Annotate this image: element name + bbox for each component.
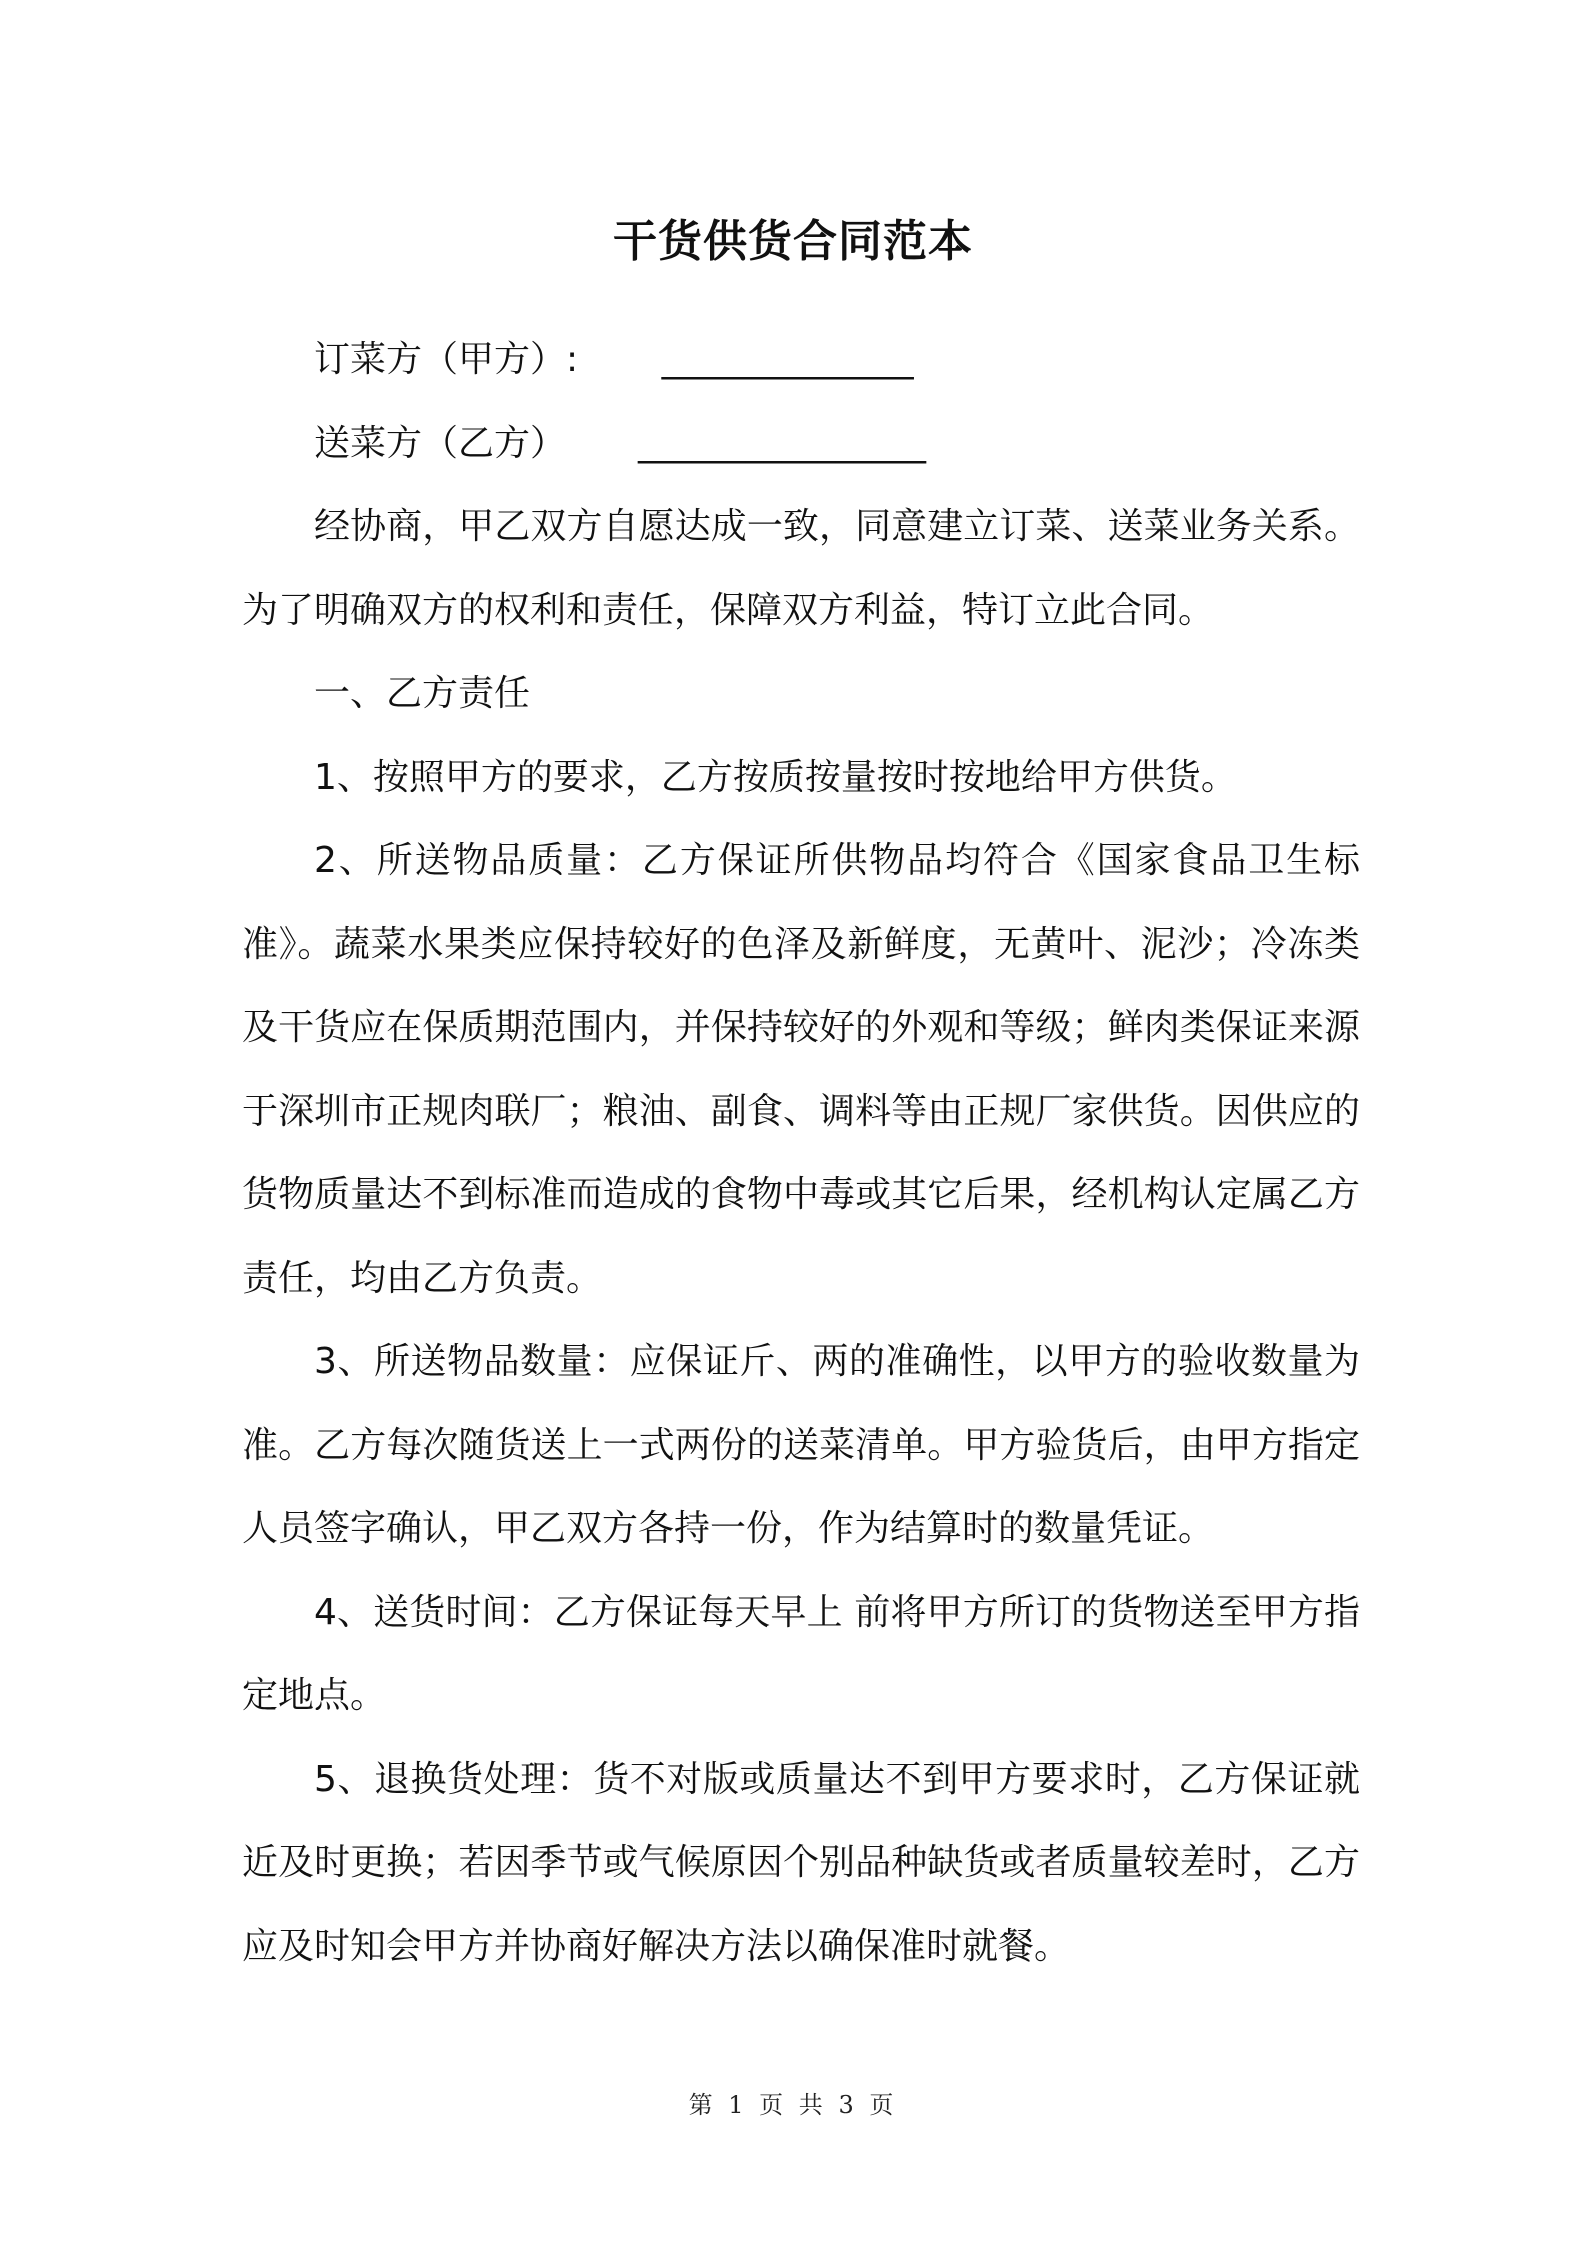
clause-4: 4、送货时间：乙方保证每天早上 前将甲方所订的货物送至甲方指定地点。 [242,1591,1360,1716]
party-b-blank: ________________ [638,422,927,464]
party-a-blank: ______________ [661,339,914,380]
party-b-label: 送菜方（乙方） [314,422,567,464]
page-indicator: 第 1 页 共 3 页 [688,2091,898,2119]
clause-1: 1、按照甲方的要求，乙方按质按量按时按地给甲方供货。 [314,756,1237,798]
party-a-label: 订菜方（甲方）: [314,339,579,380]
clause-3: 3、所送物品数量：应保证斤、两的准确性，以甲方的验收数量为准。乙方每次随货送上一式两份的送菜清单。甲方验货后，由甲方指定人员签字确认，甲乙双方各持一份，作为结算时的数量凭证。 [242,1341,1360,1549]
party-b-line [242,402,1360,486]
clause-5: 5、退换货处理：货不对版或质量达不到甲方要求时，乙方保证就近及时更换；若因季节或气候原因个别品种缺货或者质量较差时，乙方应及时知会甲方并协商好解决方法以确保准时就餐。 [242,1758,1360,1967]
intro-paragraph: 经协商，甲乙双方自愿达成一致，同意建立订菜、送菜业务关系。为了明确双方的权利和责任，保障双方利益，特订立此合同。 [242,506,1360,631]
clause-2: 2、所送物品质量：乙方保证所供物品均符合《国家食品卫生标准》。蔬菜水果类应保持较好的色泽及新鲜度，无黄叶、泥沙；冷冻类及干货应在保质期范围内，并保持较好的外观和等级；鲜肉类保证来源于深圳市正规肉联厂；粮油、副食、调料等由正规厂家供货。因供应的货物质量达不到标准而造成的食物中毒或其它后果，经机构认定属乙方责任，均由乙方负责。 [242,840,1360,1299]
contract-body [242,318,1360,1988]
section-1-heading: 一、乙方责任 [314,673,531,714]
party-a-line [242,318,1360,402]
document-title: 干货供货合同范本 [613,216,973,267]
